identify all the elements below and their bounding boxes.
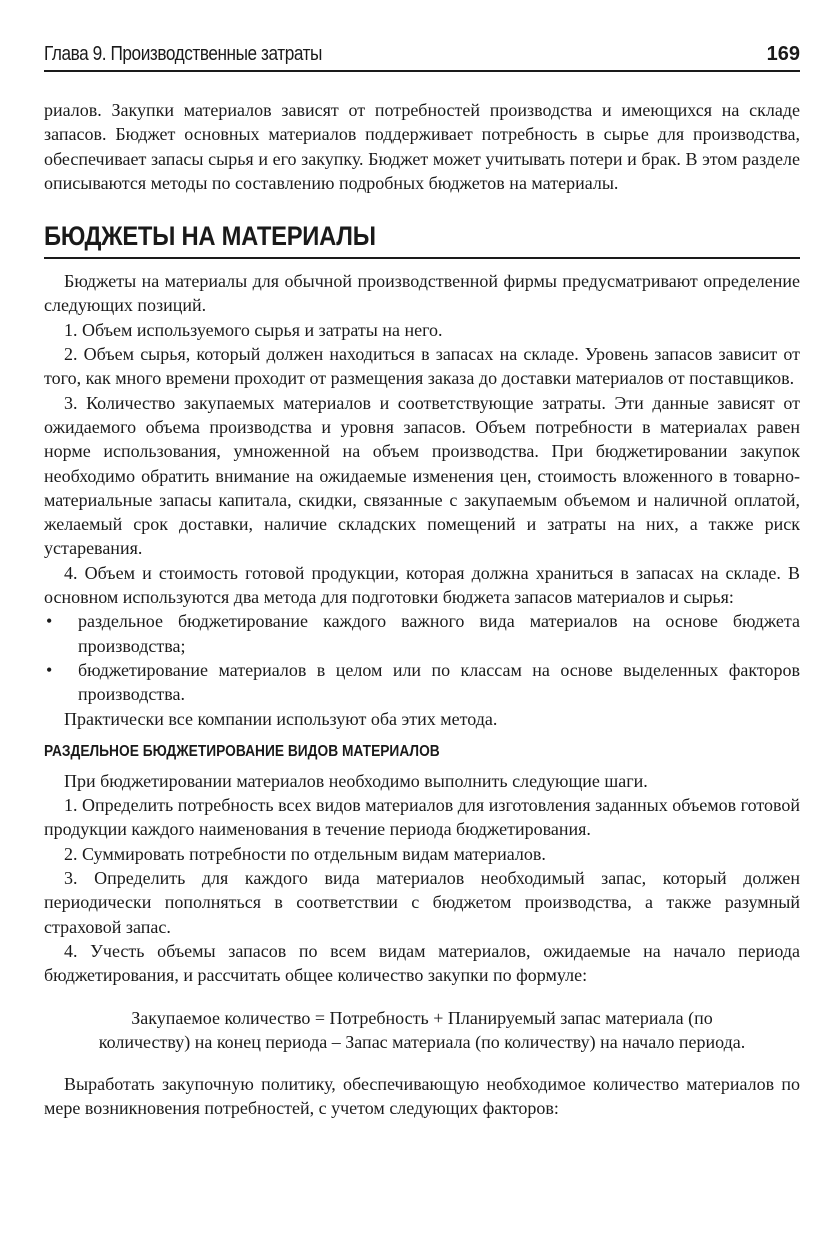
numbered-item-1: 1. Объем используемого сырья и затраты на него. bbox=[64, 319, 443, 340]
page-body bbox=[44, 98, 800, 1121]
formula-line-1: Закупаемое количество = Потребность + Планируемый запас материала (по bbox=[131, 1007, 713, 1028]
intro-paragraph: риалов. Закупки материалов зависят от потребностей производства и имеющихся на складе запасов. Бюджет основных материалов поддерживает потребность в сырье для производства, обеспечивает запасы сырья и его закупку. Бюджет может учитывать потери и брак. В этом разделе описываются методы по составлению подробных бюджетов на материалы. bbox=[44, 100, 800, 193]
final-paragraph: Выработать закупочную политику, обеспечивающую необходимое количество материалов по мере возникновения потребностей, с учетом следующих факторов: bbox=[44, 1074, 800, 1119]
subsection-lead-paragraph: При бюджетировании материалов необходимо выполнить следующие шаги. bbox=[64, 770, 648, 791]
section-heading bbox=[44, 219, 800, 259]
purchase-formula bbox=[44, 1006, 800, 1055]
page-number: 169 bbox=[766, 43, 800, 65]
step-item-3: 3. Определить для каждого вида материалов необходимый запас, который должен периодически пополняться в соответствии с бюджетом производства, а также разумный страховой запас. bbox=[44, 868, 800, 937]
section-lead-paragraph: Бюджеты на материалы для обычной производственной фирмы предусматривают определение следующих позиций. bbox=[44, 271, 800, 316]
section-heading-text: БЮДЖЕТЫ НА МАТЕРИАЛЫ bbox=[44, 221, 376, 252]
bullet-item-1: • раздельное бюджетирование каждого важного вида материалов на основе бюджета производства; bbox=[44, 609, 800, 658]
section-closing-paragraph: Практически все компании используют оба этих метода. bbox=[64, 708, 498, 729]
bullet-list bbox=[44, 609, 800, 706]
formula-line-2: количеству) на конец периода – Запас материала (по количеству) на начало периода. bbox=[98, 1031, 746, 1052]
step-item-4: 4. Учесть объемы запасов по всем видам материалов, ожидаемые на начало периода бюджетирования, и рассчитать общее количество закупки по формуле: bbox=[44, 940, 800, 986]
numbered-item-2: 2. Объем сырья, который должен находиться в запасах на складе. Уровень запасов зависит от того, как много времени проходит от размещения заказа до доставки материалов от поставщиков. bbox=[44, 344, 800, 389]
numbered-item-4: 4. Объем и стоимость готовой продукции, которая должна храниться в запасах на складе. В основном используются два метода для подготовки бюджета запасов материалов и сырья: bbox=[44, 562, 800, 608]
step-item-1: 1. Определить потребность всех видов материалов для изготовления заданных объемов готовой продукции каждого наименования в течение периода бюджетирования. bbox=[44, 795, 800, 840]
running-header bbox=[44, 40, 800, 72]
subsection-heading-text: РАЗДЕЛЬНОЕ БЮДЖЕТИРОВАНИЕ ВИДОВ МАТЕРИАЛОВ bbox=[44, 742, 440, 760]
numbered-item-3: 3. Количество закупаемых материалов и соответствующие затраты. Эти данные зависят от ожидаемого объема производства и уровня запасов. Объем потребности в материалах равен норме использования, умноженной на объем производства. При бюджетировании закупок необходимо обратить внимание на ожидаемые изменения цен, стоимость вложенного в товарно-материальные запасы капитала, скидки, связанные с закупаемым объемом и наличной оплатой, желаемый срок доставки, наличие складских помещений и затраты на них, а также риск устаревания. bbox=[44, 392, 800, 559]
chapter-title: Глава 9. Производственные затраты bbox=[44, 43, 322, 65]
step-item-2: 2. Суммировать потребности по отдельным видам материалов. bbox=[64, 843, 546, 864]
bullet-item-2: • бюджетирование материалов в целом или по классам на основе выделенных факторов производства. bbox=[44, 658, 800, 707]
subsection-heading bbox=[44, 741, 800, 763]
